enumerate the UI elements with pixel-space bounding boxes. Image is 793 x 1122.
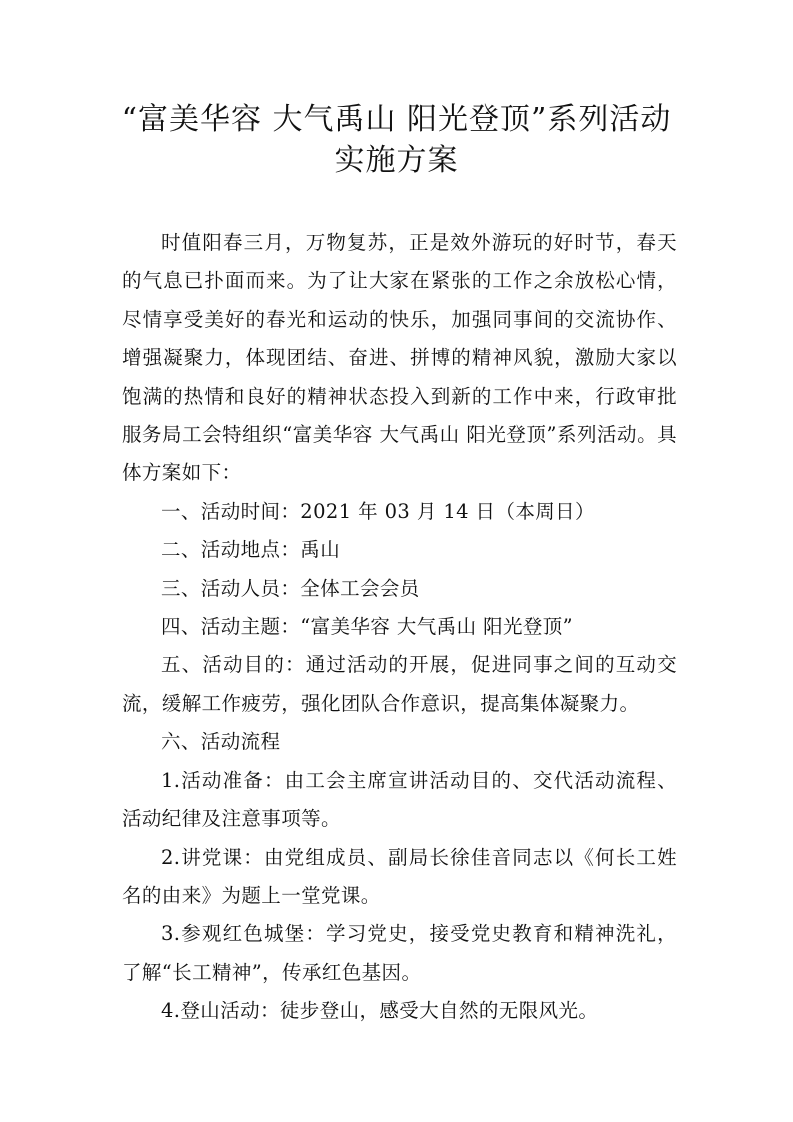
item-activity-time: 一、活动时间：2021 年 03 月 14 日（本周日） [161, 499, 595, 523]
intro-paragraph: 时值阳春三月，万物复苏，正是效外游玩的好时节，春天的气息已扑面而来。为了让大家在紧张的工作之余放松心情，尽情享受美好的春光和运动的快乐，加强同事间的交流协作、增强凝聚力，体现团结、奋进、拼博的精神风貌，激励大家以饱满的热情和良好的精神状态投入到新的工作中来，行政审批服务局工会特组织“富美华容 大气禹山 阳光登顶”系列活动。具体方案如下： [122, 231, 677, 485]
item-activity-participants: 三、活动人员：全体工会会员 [161, 576, 420, 600]
document-title-line-2: 实施方案 [334, 143, 459, 178]
process-step-1: 1.活动准备：由工会主席宣讲活动目的、交代活动流程、活动纪律及注意事项等。 [122, 768, 677, 831]
item-activity-process: 六、活动流程 [161, 730, 281, 754]
process-step-3: 3.参观红色城堡：学习党史，接受党史教育和精神洗礼，了解“长工精神”，传承红色基因。 [122, 922, 677, 984]
document-body [122, 224, 677, 1031]
item-activity-purpose: 五、活动目的：通过活动的开展，促进同事之间的互动交流，缓解工作疲劳，强化团队合作意识，提高集体凝聚力。 [122, 653, 677, 715]
process-step-4: 4.登山活动：徒步登山，感受大自然的无限风光。 [161, 999, 599, 1023]
document-title-line-1: “富美华容 大气禹山 阳光登顶”系列活动 [121, 102, 672, 137]
item-activity-location: 二、活动地点：禹山 [161, 538, 341, 562]
item-activity-theme: 四、活动主题：“富美华容 大气禹山 阳光登顶” [161, 615, 574, 639]
process-step-2: 2.讲党课：由党组成员、副局长徐佳音同志以《何长工姓名的由来》为题上一堂党课。 [122, 845, 677, 907]
